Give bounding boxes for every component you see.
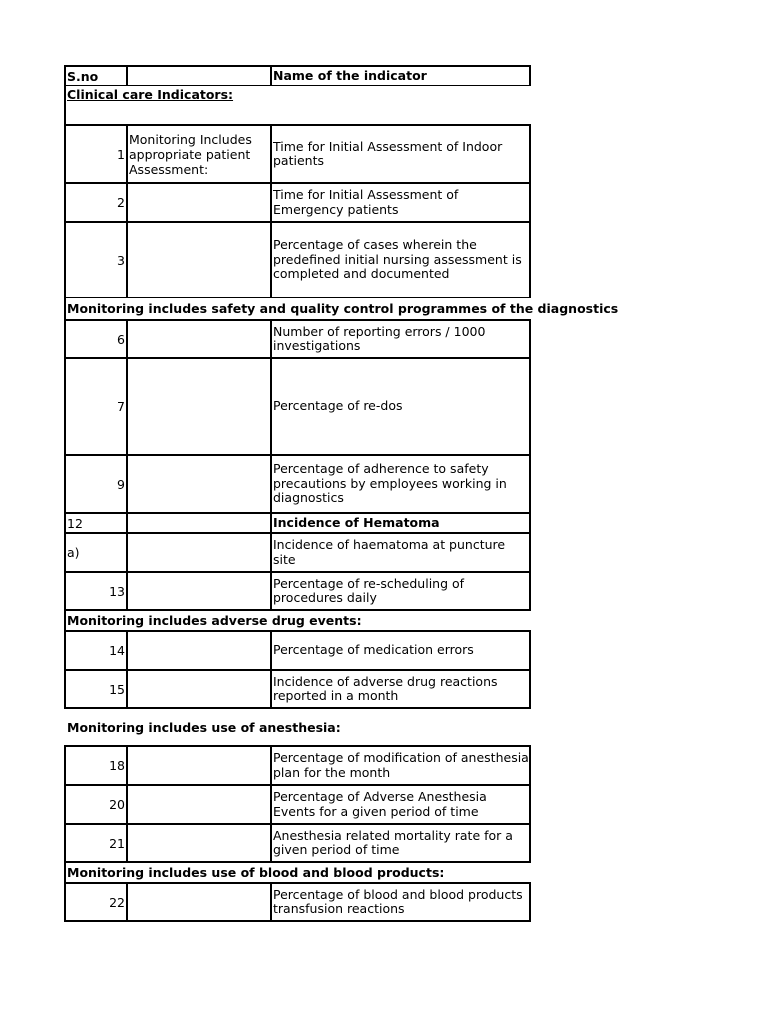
row-sno: 9 xyxy=(66,456,128,512)
row-indicator-name: Percentage of medication errors xyxy=(273,642,474,658)
row-group xyxy=(128,514,272,532)
section-anesthesia xyxy=(64,709,531,745)
table-row xyxy=(64,572,531,611)
section-clinical xyxy=(64,86,531,124)
row-sno: 7 xyxy=(66,359,128,454)
row-sno: 13 xyxy=(66,573,128,609)
row-sno: 22 xyxy=(66,884,128,920)
section-blood xyxy=(64,863,531,882)
row-indicator-name: Time for Initial Assessment of Indoor patients xyxy=(273,138,503,168)
row-group xyxy=(128,359,272,454)
row-sno: 18 xyxy=(66,747,128,784)
header-sno: S.no xyxy=(66,67,128,85)
row-sno: 1 xyxy=(66,126,128,182)
table-row xyxy=(64,319,531,358)
row-sno: 15 xyxy=(66,671,128,707)
row-sno: 14 xyxy=(66,632,128,669)
row-group xyxy=(128,534,272,571)
table-row xyxy=(64,513,531,533)
row-indicator-name: Percentage of re-dos xyxy=(273,398,403,414)
row-indicator-name: Incidence of adverse drug reactions reported in a month xyxy=(273,673,498,703)
indicator-table xyxy=(64,65,619,922)
row-sno: 2 xyxy=(66,184,128,221)
row-indicator-name: Percentage of modification of anesthesia plan for the month xyxy=(273,750,529,780)
row-sno: 6 xyxy=(66,321,128,357)
row-sno: 12 xyxy=(66,514,128,532)
table-row xyxy=(64,630,531,670)
section-clinical-label: Clinical care Indicators: xyxy=(67,87,234,102)
table-row xyxy=(64,358,531,455)
table-row xyxy=(64,124,531,183)
table-row xyxy=(64,222,531,298)
table-row xyxy=(64,882,531,922)
table-row xyxy=(64,824,531,863)
row-group xyxy=(128,321,272,357)
section-adverse-drug xyxy=(64,611,531,630)
table-row xyxy=(64,745,531,785)
row-indicator-name: Percentage of re-scheduling of procedures daily xyxy=(273,575,465,605)
row-group xyxy=(128,671,272,707)
table-row xyxy=(64,183,531,222)
section-diagnostics-label: Monitoring includes safety and quality control programmes of the diagnostics xyxy=(67,301,619,316)
table-row xyxy=(64,455,531,513)
row-indicator-name: Percentage of blood and blood products transfusion reactions xyxy=(273,886,523,916)
row-sno: 3 xyxy=(66,223,128,297)
row-group xyxy=(128,456,272,512)
section-blood-label: Monitoring includes use of blood and blood products: xyxy=(67,865,445,880)
row-indicator-name: Percentage of Adverse Anesthesia Events for a given period of time xyxy=(273,789,487,819)
row-group xyxy=(128,786,272,823)
header-row xyxy=(64,65,531,86)
row-indicator-name: Time for Initial Assessment of Emergency patients xyxy=(273,187,459,217)
row-group xyxy=(128,825,272,861)
row-indicator-name: Percentage of adherence to safety precautions by employees working in diagnostics xyxy=(273,461,507,506)
row-sno: a) xyxy=(66,534,128,571)
table-row xyxy=(64,533,531,572)
row-indicator-name: Percentage of cases wherein the predefined initial nursing assessment is completed and documented xyxy=(273,237,522,282)
table-row xyxy=(64,785,531,824)
row-group: Monitoring Includes appropriate patient Assessment: xyxy=(128,126,272,182)
row-group xyxy=(128,632,272,669)
section-diagnostics xyxy=(64,298,619,319)
section-adverse-drug-label: Monitoring includes adverse drug events: xyxy=(67,613,362,628)
section-anesthesia-label: Monitoring includes use of anesthesia: xyxy=(67,719,341,735)
row-group xyxy=(128,573,272,609)
row-indicator-name: Anesthesia related mortality rate for a given period of time xyxy=(273,827,513,857)
row-indicator-name: Number of reporting errors / 1000 investigations xyxy=(273,323,486,353)
row-sno: 21 xyxy=(66,825,128,861)
table-row xyxy=(64,670,531,709)
header-blank xyxy=(128,67,272,85)
row-group xyxy=(128,223,272,297)
header-indicator-name: Name of the indicator xyxy=(273,67,427,83)
row-indicator-name: Incidence of haematoma at puncture site xyxy=(273,537,506,567)
row-indicator-name: Incidence of Hematoma xyxy=(273,514,440,530)
row-group xyxy=(128,747,272,784)
row-sno: 20 xyxy=(66,786,128,823)
row-group xyxy=(128,184,272,221)
row-group xyxy=(128,884,272,920)
